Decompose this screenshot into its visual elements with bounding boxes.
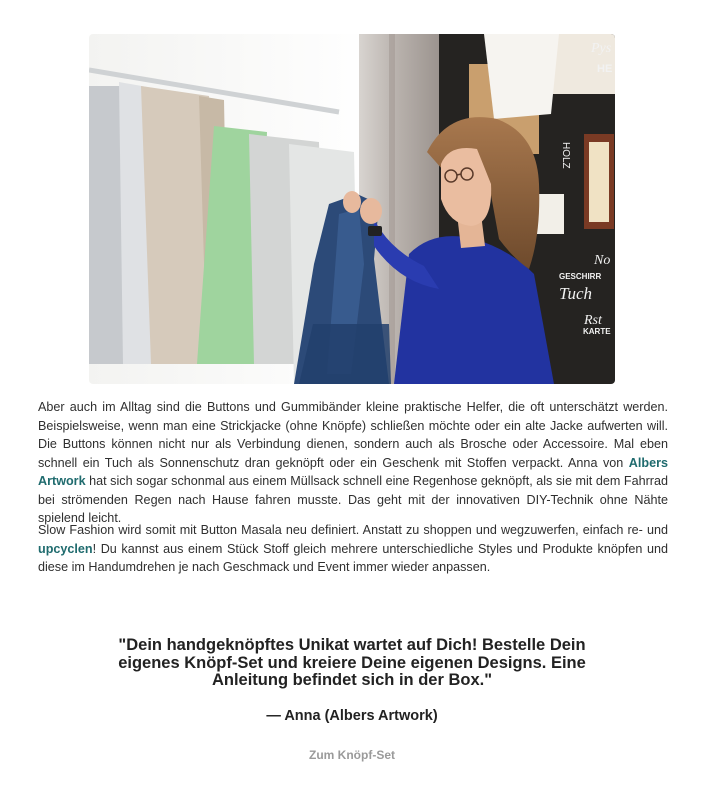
- article-paragraph: [38, 398, 668, 528]
- woman-with-clothes-rack-image: [89, 34, 615, 384]
- board-text: HOLZ: [560, 142, 571, 169]
- board-text: GESCHIRR: [559, 272, 602, 281]
- paragraph-text: hat sich sogar schonmal aus einem Müllsack schnell eine Regenhose geknöpft, als sie mit dem Fahrrad bei strömenden Regen nach Hause fahren musste. Das geht mit der innovativen DIY-Technik ohne Nähte spielend leicht.: [38, 474, 668, 525]
- board-text: KARTE: [583, 327, 611, 336]
- testimonial-quote: "Dein handgeknöpftes Unikat wartet auf Dich! Bestelle Dein eigenes Knöpf-Set und kreiere Deine eigenen Designs. Eine Anleitung befindet sich in der Box.": [118, 636, 586, 689]
- board-text: Rst: [584, 313, 602, 328]
- article-paragraph: [38, 521, 668, 577]
- board-text: No: [594, 253, 611, 268]
- paragraph-text: ! Du kannst aus einem Stück Stoff gleich mehrere unterschiedliche Styles und Produkte knöpfen und diese im Handumdrehen je nach Geschmack und Event immer wieder anpassen.: [38, 541, 668, 574]
- paragraph-text: Slow Fashion wird somit mit Button Masala neu definiert. Anstatt zu shoppen und wegzuwerfen, einfach re- und: [38, 523, 668, 537]
- upcyclen-link[interactable]: upcyclen: [38, 541, 93, 556]
- knopf-set-link[interactable]: Zum Knöpf-Set: [309, 748, 395, 762]
- board-text: Tuch: [559, 284, 593, 303]
- article-photo: [89, 34, 615, 384]
- quote-attribution: — Anna (Albers Artwork): [266, 708, 438, 724]
- paragraph-text: Aber auch im Alltag sind die Buttons und Gummibänder kleine praktische Helfer, die oft unterschätzt werden. Beispielsweise, wenn man eine Strickjacke (ohne Knöpfe) schließen möchte oder ein alte Jacke aufwerten will. Die Buttons können nicht nur als Verbindung dienen, sondern auch als Brosche oder Accessoire. Mal eben schnell ein Tuch als Sonnenschutz dran geknöpft oder ein Geschenk mit Stoffen verpackt. Anna von: [38, 400, 668, 470]
- board-text: Pys: [591, 41, 612, 56]
- albers-artwork-link[interactable]: Albers Artwork: [38, 455, 668, 488]
- board-text: HE: [597, 63, 613, 75]
- cta-container: [0, 746, 704, 764]
